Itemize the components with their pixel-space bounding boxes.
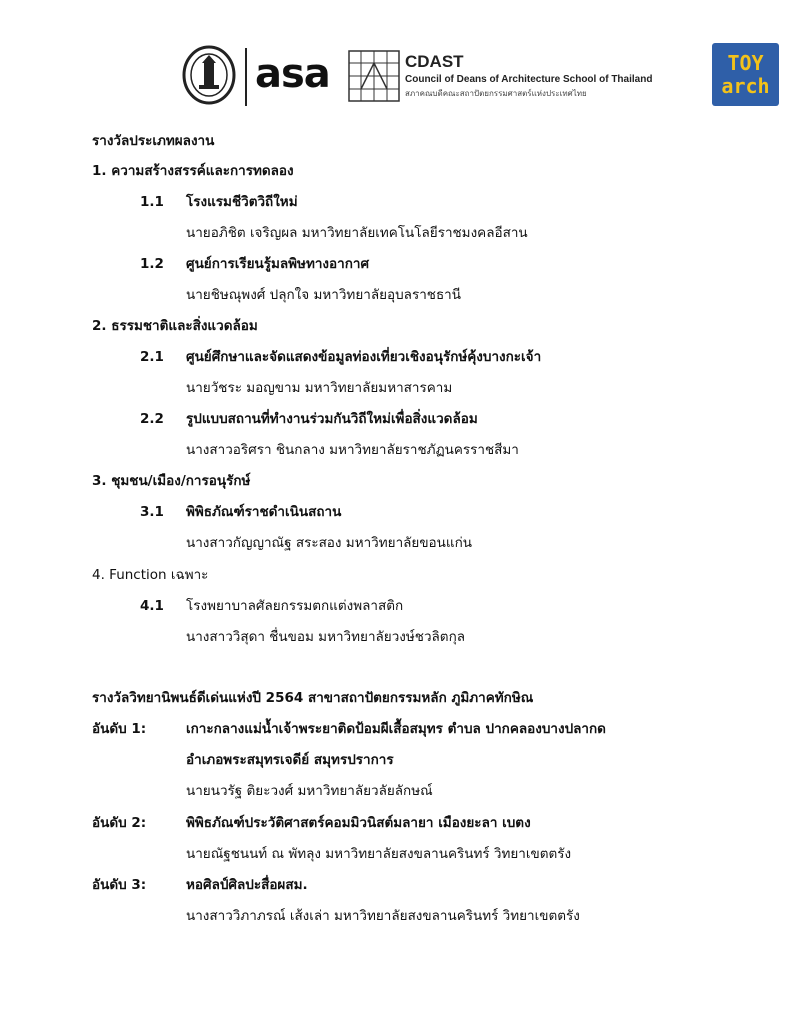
toy-logo-line2: arch [721, 74, 770, 98]
asa-logo: asa [255, 51, 330, 97]
rank-title: เกาะกลางแม่น้ำเจ้าพระยาติดป้อมผีเสื้อสมุทร ตำบล ปากคลองบางปลากด [186, 721, 606, 737]
item-author: นางสาวกัญญาณัฐ สระสอง มหาวิทยาลัยขอนแก่น [186, 535, 472, 551]
item-title: ศูนย์ศึกษาและจัดแสดงข้อมูลท่องเที่ยวเชิงอนุรักษ์คุ้งบางกะเจ้า [186, 349, 542, 365]
item-author: นายชิษณุพงศ์ ปลุกใจ มหาวิทยาลัยอุบลราชธานี [186, 287, 461, 303]
cdast-subtitle: Council of Deans of Architecture School of Thailand [405, 74, 653, 85]
item-title: โรงพยาบาลศัลยกรรมตกแต่งพลาสติก [186, 598, 404, 614]
rank-label: อันดับ 2: [92, 815, 147, 831]
item-number: 2.1 [140, 349, 164, 365]
rank-author: นางสาววิภาภรณ์ เส้งเล่า มหาวิทยาลัยสงขลานครินทร์ วิทยาเขตตรัง [186, 908, 580, 924]
item-number: 1.2 [140, 256, 164, 272]
category-title: 4. Function เฉพาะ [92, 567, 209, 583]
rank-author: นายนวรัฐ ติยะวงศ์ มหาวิทยาลัยวลัยลักษณ์ [186, 783, 433, 799]
rank-label: อันดับ 3: [92, 877, 147, 893]
item-author: นางสาวอริศรา ชินกลาง มหาวิทยาลัยราชภัฏนครราชสีมา [186, 442, 519, 458]
cdast-title: CDAST [405, 52, 464, 71]
item-title: โรงแรมชีวิตวิถีใหม่ [186, 194, 298, 210]
rank-title-continued: อำเภอพระสมุทรเจดีย์ สมุทรปราการ [186, 752, 394, 768]
section1-heading: รางวัลประเภทผลงาน [92, 133, 215, 149]
rank-title: พิพิธภัณฑ์ประวัติศาสตร์คอมมิวนิสต์มลายา เมืองยะลา เบตง [186, 815, 531, 831]
university-seal-logo [182, 45, 236, 105]
category-title: 1. ความสร้างสรรค์และการทดลอง [92, 163, 294, 179]
cdast-thai-subtitle: สภาคณบดีคณะสถาปัตยกรรมศาสตร์แห่งประเทศไทย [405, 89, 587, 98]
item-author: นายวัชระ มอญขาม มหาวิทยาลัยมหาสารคาม [186, 380, 453, 396]
item-number: 4.1 [140, 598, 164, 614]
section2-heading: รางวัลวิทยานิพนธ์ดีเด่นแห่งปี 2564 สาขาสถาปัตยกรรมหลัก ภูมิภาคทักษิณ [92, 690, 534, 706]
rank-label: อันดับ 1: [92, 721, 147, 737]
category-title: 3. ชุมชน/เมือง/การอนุรักษ์ [92, 473, 251, 489]
item-title: ศูนย์การเรียนรู้มลพิษทางอากาศ [186, 256, 370, 272]
category-title: 2. ธรรมชาติและสิ่งแวดล้อม [92, 318, 258, 334]
cdast-grid-logo [348, 50, 400, 102]
item-author: นางสาววิสุดา ชื่นขอม มหาวิทยาลัยวงษ์ชวลิตกุล [186, 629, 466, 645]
item-number: 2.2 [140, 411, 164, 427]
item-number: 1.1 [140, 194, 164, 210]
toy-arch-logo [712, 43, 779, 106]
item-title: รูปแบบสถานที่ทำงานร่วมกันวิถีใหม่เพื่อสิ่งแวดล้อม [186, 411, 478, 427]
logo-divider [245, 48, 247, 106]
rank-author: นายณัฐชนนท์ ณ พัทลุง มหาวิทยาลัยสงขลานครินทร์ วิทยาเขตตรัง [186, 846, 572, 862]
item-author: นายอภิชิต เจริญผล มหาวิทยาลัยเทคโนโลยีราชมงคลอีสาน [186, 225, 528, 241]
rank-title: หอศิลป์ศิลปะสื่อผสม. [186, 877, 308, 893]
item-title: พิพิธภัณฑ์ราชดำเนินสถาน [186, 504, 342, 520]
toy-logo-line1: TOY [727, 51, 764, 75]
item-number: 3.1 [140, 504, 164, 520]
